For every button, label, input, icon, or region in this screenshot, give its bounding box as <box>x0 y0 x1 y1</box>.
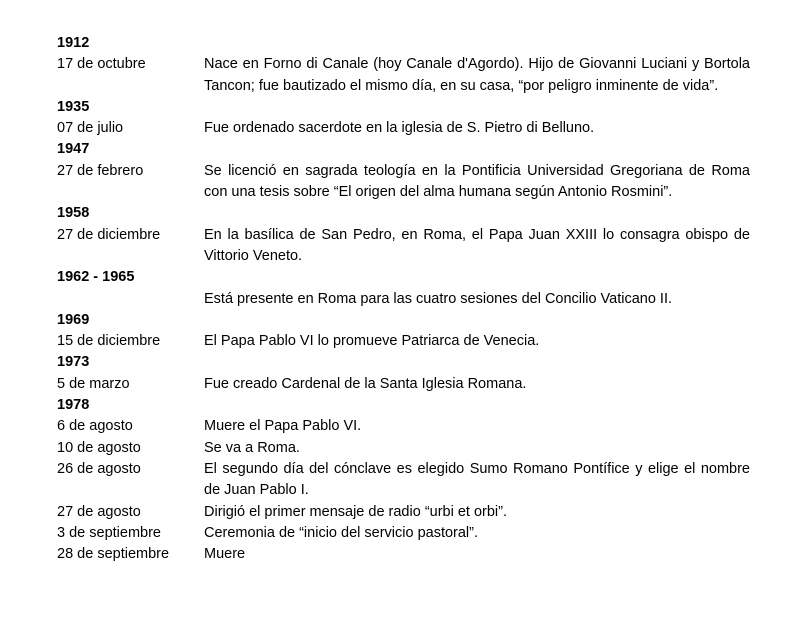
timeline-entry <box>57 289 750 310</box>
timeline-entry <box>57 225 750 268</box>
year-group <box>57 97 750 140</box>
year-heading: 1935 <box>57 98 90 115</box>
year-heading: 1973 <box>57 354 90 371</box>
year-group <box>57 33 750 97</box>
entry-description: Fue ordenado sacerdote en la iglesia de S. Pietro di Belluno. <box>204 120 595 137</box>
year-heading: 1978 <box>57 397 90 414</box>
entry-description: Muere <box>204 546 246 563</box>
entry-date: 15 de diciembre <box>57 333 161 350</box>
year-group <box>57 203 750 267</box>
entry-description: Fue creado Cardenal de la Santa Iglesia Romana. <box>204 375 527 392</box>
year-group <box>57 139 750 203</box>
entry-date: 28 de septiembre <box>57 546 170 563</box>
entry-description: Está presente en Roma para las cuatro sesiones del Concilio Vaticano II. <box>204 290 673 307</box>
entry-date: 6 de agosto <box>57 418 133 435</box>
timeline-entry <box>57 459 750 502</box>
year-group <box>57 267 750 310</box>
entry-description: El Papa Pablo VI lo promueve Patriarca de Venecia. <box>204 333 540 350</box>
entry-date: 10 de agosto <box>57 439 141 456</box>
entry-date: 3 de septiembre <box>57 524 161 541</box>
year-heading: 1958 <box>57 205 90 222</box>
entry-date: 27 de diciembre <box>57 226 161 243</box>
entry-date: 5 de marzo <box>57 375 130 392</box>
timeline-entry <box>57 523 750 544</box>
timeline-entry <box>57 118 750 139</box>
timeline-entry <box>57 416 750 437</box>
timeline <box>57 33 750 565</box>
timeline-entry <box>57 54 750 97</box>
year-group <box>57 395 750 565</box>
entry-description: Se va a Roma. <box>204 439 300 456</box>
timeline-entry <box>57 438 750 459</box>
entry-date: 17 de octubre <box>57 56 146 73</box>
entry-description: Nace en Forno di Canale (hoy Canale d'Agordo). Hijo de Giovanni Luciani y Bortola Tancon; fue bautizado el mismo día, en su casa, “por peligro inminente de vida”. <box>204 56 750 94</box>
timeline-entry <box>57 331 750 352</box>
entry-date <box>57 289 204 310</box>
timeline-entry <box>57 161 750 204</box>
entry-date: 27 de febrero <box>57 162 144 179</box>
timeline-entry <box>57 374 750 395</box>
year-heading: 1947 <box>57 141 90 158</box>
entry-date: 07 de julio <box>57 120 124 137</box>
entry-description: Muere el Papa Pablo VI. <box>204 418 362 435</box>
entry-description: El segundo día del cónclave es elegido Sumo Romano Pontífice y elige el nombre de Juan Pablo I. <box>204 460 750 499</box>
entry-description: Dirigió el primer mensaje de radio “urbi et orbi”. <box>204 503 508 520</box>
year-group <box>57 352 750 395</box>
entry-date: 27 de agosto <box>57 503 141 520</box>
timeline-entry <box>57 544 750 565</box>
entry-description: Se licenció en sagrada teología en la Pontificia Universidad Gregoriana de Roma con una tesis sobre “El origen del alma humana según Antonio Rosmini”. <box>204 162 750 201</box>
timeline-entry <box>57 502 750 523</box>
year-heading: 1969 <box>57 311 90 328</box>
year-heading: 1912 <box>57 35 90 51</box>
entry-date: 26 de agosto <box>57 460 141 477</box>
entry-description: En la basílica de San Pedro, en Roma, el Papa Juan XXIII lo consagra obispo de Vittorio Veneto. <box>204 226 750 264</box>
year-group <box>57 310 750 353</box>
entry-description: Ceremonia de “inicio del servicio pastoral”. <box>204 524 479 541</box>
year-heading: 1962 - 1965 <box>57 269 135 286</box>
